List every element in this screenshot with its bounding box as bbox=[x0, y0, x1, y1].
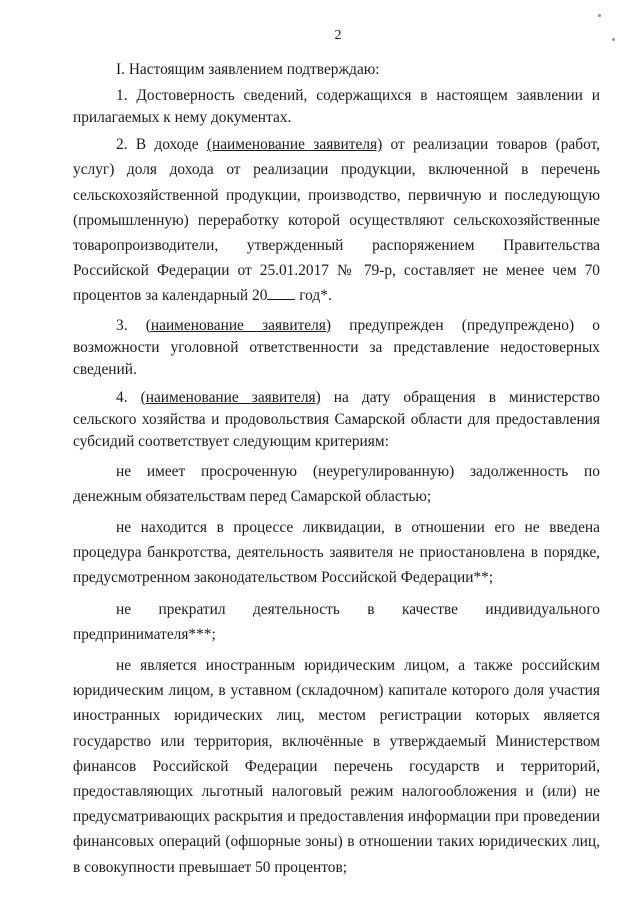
criterion-no-debt: не имеет просроченную (неурегулированную) задолженность по денежным обязательствам перед Самарской областью; bbox=[73, 462, 600, 505]
year-prefix: 20 bbox=[252, 287, 268, 305]
paragraph-2 bbox=[73, 132, 600, 308]
criterion-no-liquidation: не находится в процессе ликвидации, в отношении его не введена процедура банкротства, деятельность заявителя не приостановлена в порядке, предусмотренном законодательством Российской Федерации**; bbox=[73, 519, 600, 587]
paragraph-3-text: предупрежден (предупреждено) о возможности уголовной ответственности за представление недостоверных сведений. bbox=[73, 316, 601, 378]
paragraph-3-number: 3. bbox=[116, 316, 146, 334]
paragraph-4-text: на дату обращения в министерство сельского хозяйства и продовольствия Самарской области для предоставления субсидий соответствует следующим критериям: bbox=[73, 388, 600, 450]
paragraph-4-number: 4. bbox=[116, 388, 141, 406]
applicant-name-placeholder: (наименование заявителя) bbox=[140, 388, 321, 406]
paragraph-2-number: 2. В доходе bbox=[116, 136, 207, 154]
paragraph-intro: I. Настоящим заявлением подтверждаю: bbox=[116, 61, 380, 78]
paragraph-4 bbox=[73, 387, 600, 453]
criterion-active-entrepreneur: не прекратил деятельность в качестве индивидуального предпринимателя***; bbox=[73, 600, 600, 643]
applicant-name-placeholder: (наименование заявителя) bbox=[145, 316, 332, 334]
criterion-not-foreign-entity: не является иностранным юридическим лицом, а также российским юридическим лицом, в уставном (складочном) капитале которого доля участия иностранных юридических лиц, местом регистрации которых является государство или территория, включённые в утверждаемый Министерством финансов Российской Федерации перечень государств и территорий, предоставляющих льготный налоговый режим налогообложения и (или) не предусматривающих раскрытия и предоставления информации при проведении финансовых операций (офшорные зоны) в отношении таких юридических лиц, в совокупности превышает 50 процентов; bbox=[73, 657, 600, 876]
paragraph-3 bbox=[73, 315, 600, 381]
document-body bbox=[73, 57, 600, 880]
year-suffix: год*. bbox=[295, 287, 332, 305]
page-number: 2 bbox=[334, 28, 342, 43]
applicant-name-placeholder: (наименование заявителя) bbox=[206, 136, 383, 154]
scan-artifact-mark bbox=[598, 14, 601, 17]
paragraph-2-text: от реализации товаров (работ, услуг) доля дохода от реализации продукции, включенной в перечень сельскохозяйственной продукции, производство, первичную и последующую (промышленную) переработку которой осуществляют сельскохозяйственные товаропроизводители, утвержденный распоряжением Правительства Российской Федерации от 25.01.2017 № 79-р, составляет не менее чем 70 процентов за календарный bbox=[73, 136, 600, 305]
paragraph-1: 1. Достоверность сведений, содержащихся в настоящем заявлении и прилагаемых к нему документах. bbox=[73, 87, 600, 127]
year-blank-field bbox=[267, 285, 295, 300]
